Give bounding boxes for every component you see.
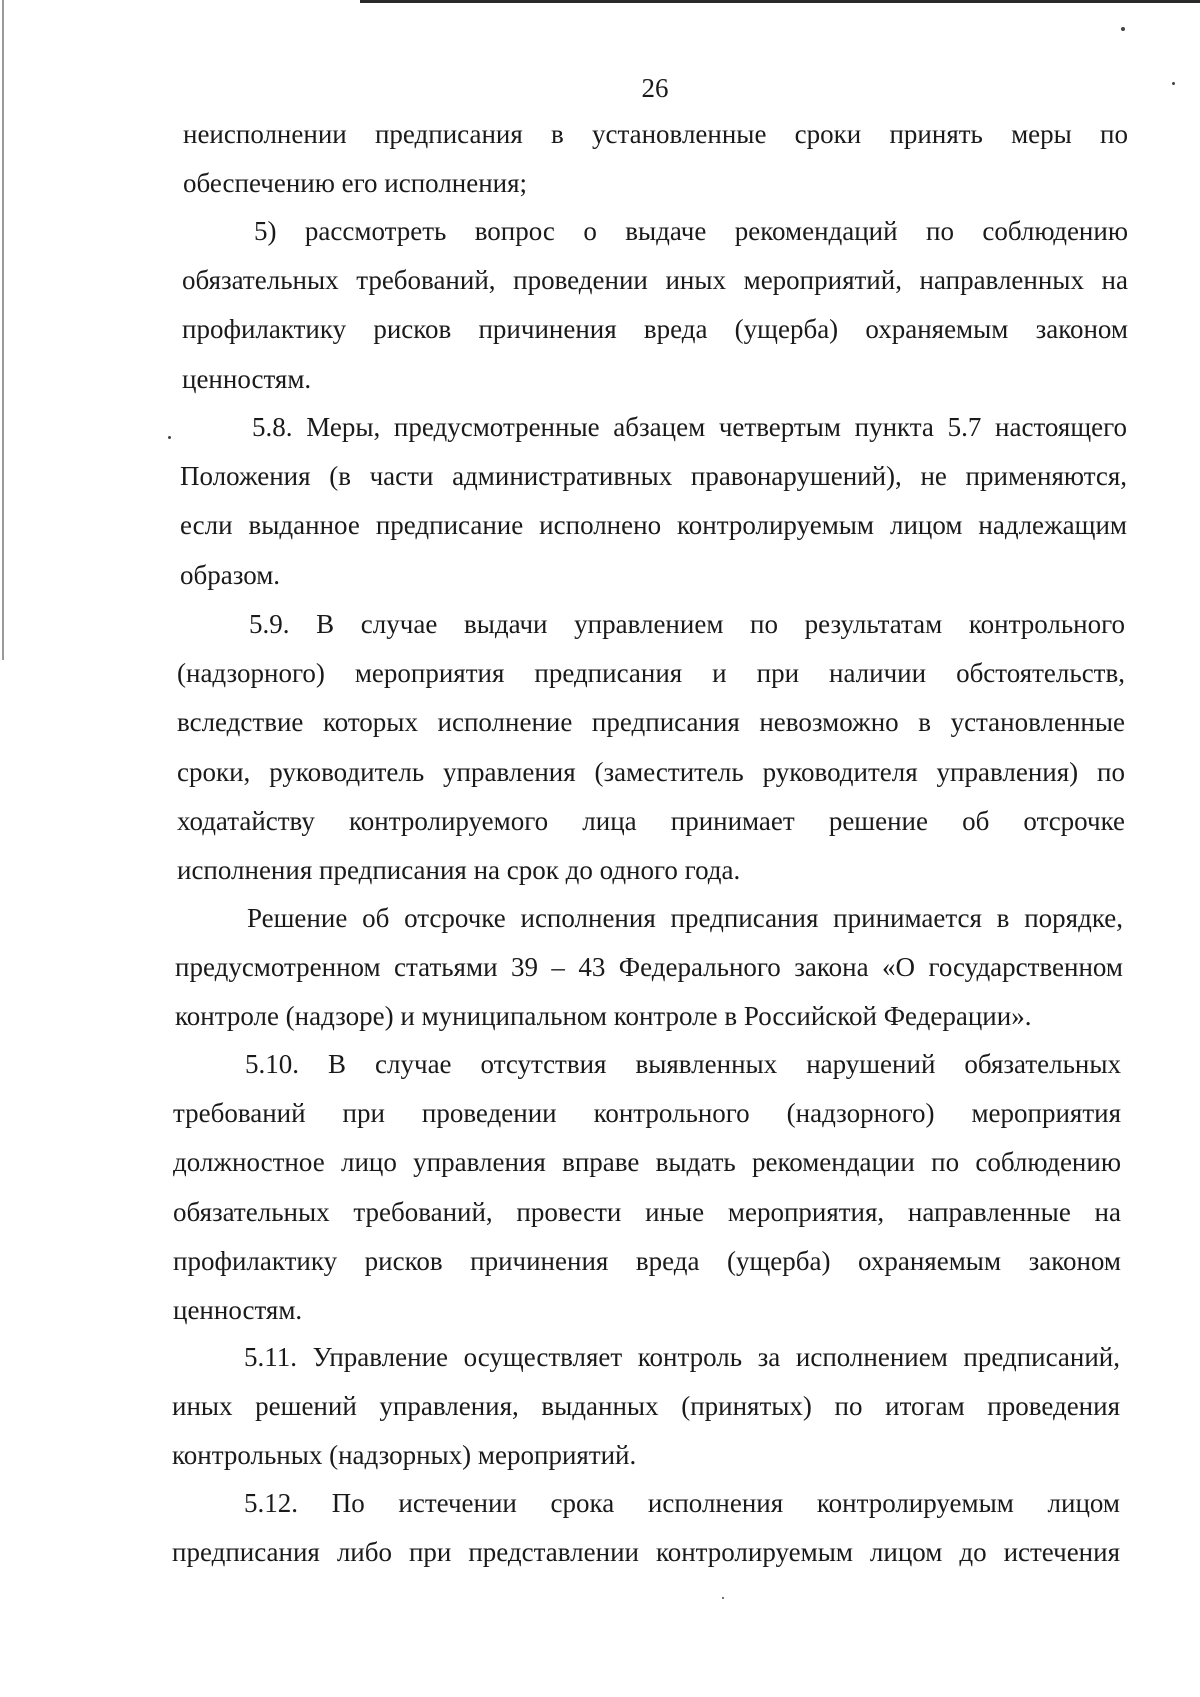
text-line: обязательных требований, провести иные мероприятия, направленные на [173,1196,1121,1227]
text-line: 5.8. Меры, предусмотренные абзацем четвертым пункта 5.7 настоящего [252,412,1127,442]
page-number: 26 [641,73,669,103]
text-line: исполнения предписания на срок до одного года. [177,855,741,886]
text-line: Положения (в части административных правонарушений), не применяются, [180,461,1127,492]
text-line: предусмотренном статьями 39 – 43 Федерального закона «О государственном [175,952,1123,983]
text-line: обеспечению его исполнения; [183,168,528,199]
text-line: неисполнении предписания в установленные сроки принять меры по [183,119,1128,149]
text-line: 5) рассмотреть вопрос о выдаче рекомендаций по соблюдению [254,216,1128,246]
paragraph [173,1040,1121,1335]
paragraph [183,110,1128,208]
paragraph [172,1479,1120,1577]
text-line: должностное лицо управления вправе выдать рекомендации по соблюдению [173,1147,1121,1178]
text-line: (надзорного) мероприятия предписания и при наличии обстоятельств, [177,658,1125,689]
text-line: предписания либо при представлении контролируемым лицом до истечения [172,1537,1120,1568]
scan-speck [1121,27,1125,31]
text-line: 5.9. В случае выдачи управлением по результатам контрольного [249,609,1125,639]
text-line: профилактику рисков причинения вреда (ущерба) охраняемым законом [173,1245,1121,1276]
text-line: 5.10. В случае отсутствия выявленных нарушений обязательных [245,1049,1121,1079]
paragraph [180,403,1127,600]
text-line: Решение об отсрочке исполнения предписания принимается в порядке, [247,903,1123,933]
paragraph [182,207,1128,404]
text-line: если выданное предписание исполнено контролируемым лицом надлежащим [180,510,1127,541]
text-line: обязательных требований, проведении иных мероприятий, направленных на [182,265,1128,296]
paragraph [175,894,1123,1042]
scan-speck [722,1597,724,1599]
text-line: контроле (надзоре) и муниципальном контроле в Российской Федерации». [175,1001,1032,1032]
paragraph [172,1333,1120,1481]
paragraph [177,600,1125,895]
text-line: требований при проведении контрольного (надзорного) мероприятия [173,1098,1121,1129]
text-line: ходатайству контролируемого лица принимает решение об отсрочке [177,805,1125,836]
text-line: 5.11. Управление осуществляет контроль за исполнением предписаний, [244,1342,1120,1372]
text-line: 5.12. По истечении срока исполнения контролируемым лицом [244,1488,1120,1518]
text-line: образом. [180,559,281,590]
scan-top-border [360,0,1200,3]
text-line: ценностям. [182,363,312,394]
text-line: ценностям. [173,1295,303,1326]
text-line: сроки, руководитель управления (заместитель руководителя управления) по [177,756,1125,787]
text-line: контрольных (надзорных) мероприятий. [172,1440,637,1471]
text-line: вследствие которых исполнение предписания невозможно в установленные [177,707,1125,738]
text-line: иных решений управления, выданных (принятых) по итогам проведения [172,1391,1120,1422]
scan-speck [168,436,171,439]
text-line: профилактику рисков причинения вреда (ущерба) охраняемым законом [182,314,1128,345]
